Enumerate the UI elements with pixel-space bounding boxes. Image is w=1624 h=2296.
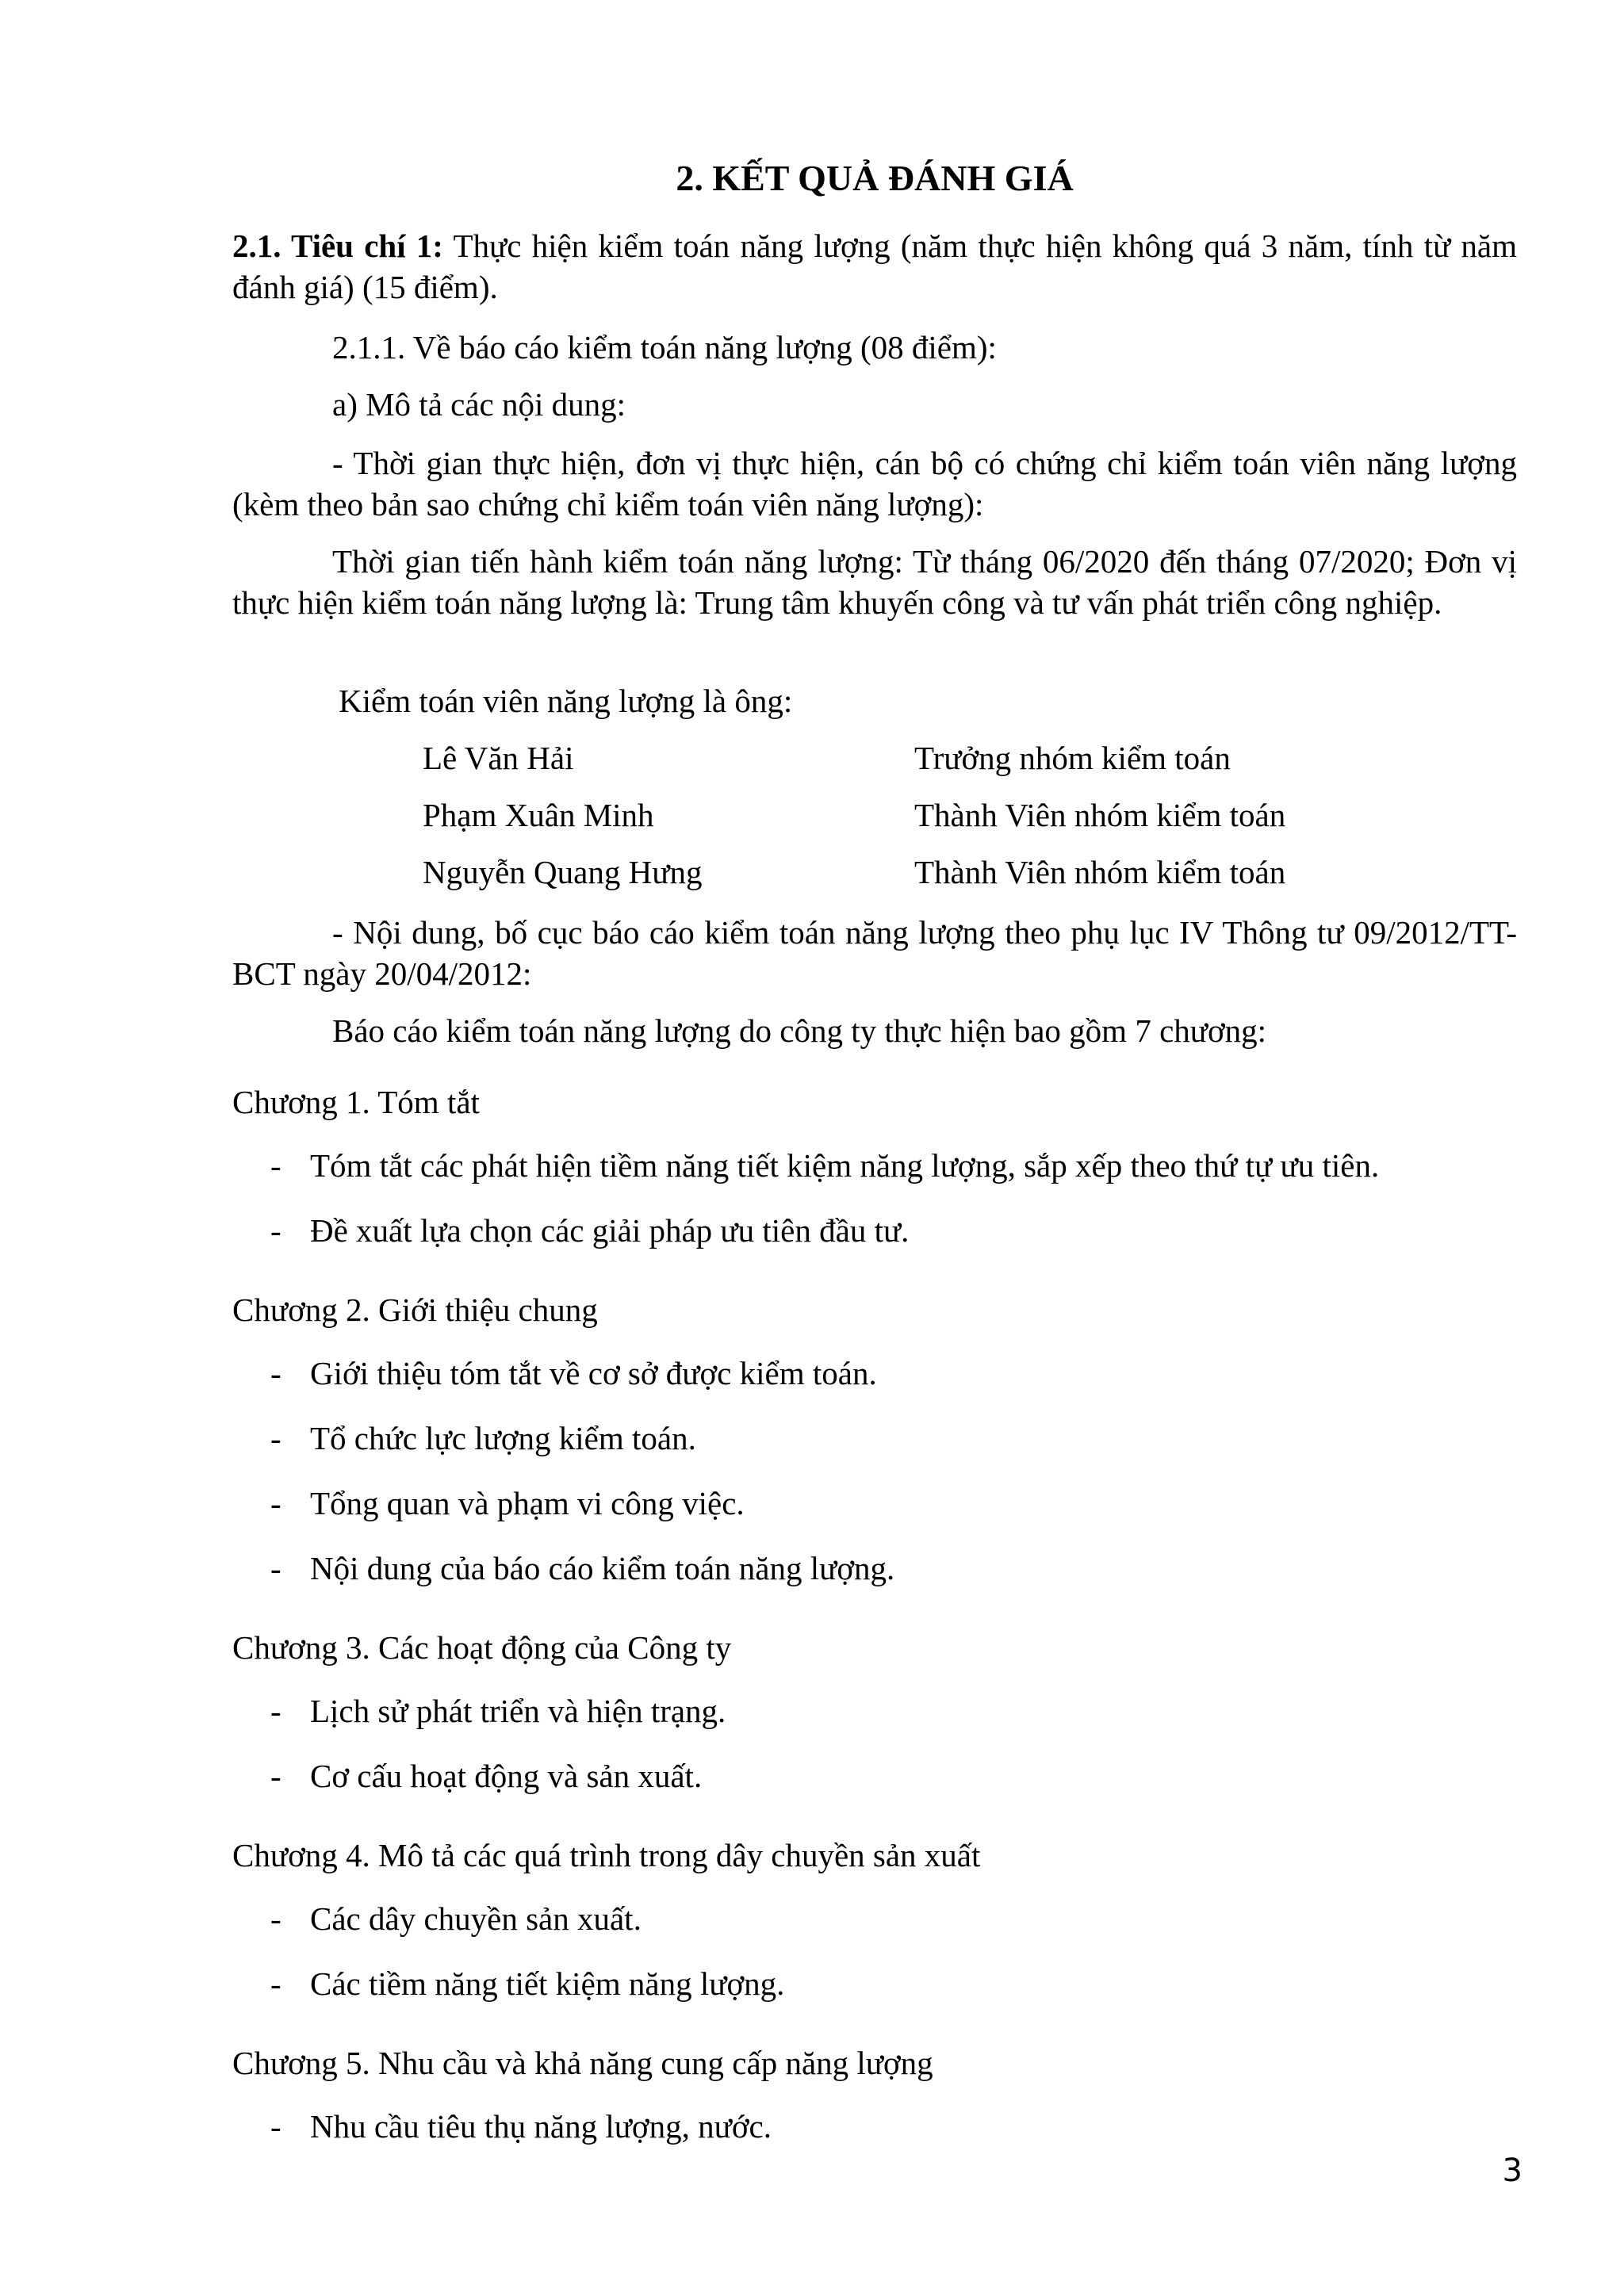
describe-heading: a) Mô tả các nội dung: xyxy=(332,386,626,423)
bullet-mark: - xyxy=(270,1758,282,1794)
list-item xyxy=(232,1963,1517,2004)
bullet-mark: - xyxy=(270,1900,282,1937)
document-page xyxy=(232,0,1517,2296)
criteria-paragraph xyxy=(232,225,1517,308)
list-item-text: Tổng quan và phạm vi công việc. xyxy=(310,1485,745,1521)
list-item xyxy=(232,1548,1517,1589)
item-time-paragraph: - Thời gian thực hiện, đơn vị thực hiện, cán bộ có chứng chỉ kiểm toán viên năng lượng (kèm theo bản sao chứng chỉ kiểm toán viên năng lượng): xyxy=(232,445,1517,522)
page-title: 2. KẾT QUẢ ĐÁNH GIÁ xyxy=(676,158,1074,198)
list-item-text: Nhu cầu tiêu thụ năng lượng, nước. xyxy=(310,2108,772,2145)
chapter-title: Chương 1. Tóm tắt xyxy=(232,1084,480,1120)
bullet-mark: - xyxy=(270,1485,282,1521)
bullet-mark: - xyxy=(270,2108,282,2145)
list-item-text: Nội dung của báo cáo kiểm toán năng lượng. xyxy=(310,1550,895,1586)
page-number: 3 xyxy=(1502,2152,1522,2189)
chapter-title: Chương 2. Giới thiệu chung xyxy=(232,1292,598,1328)
list-item xyxy=(232,1690,1517,1732)
list-item-text: Tổ chức lực lượng kiểm toán. xyxy=(310,1420,696,1456)
list-item xyxy=(232,2106,1517,2147)
auditor-role: Thành Viên nhóm kiểm toán xyxy=(914,797,1286,833)
list-item xyxy=(232,1418,1517,1459)
criteria-text: Thực hiện kiểm toán năng lượng (năm thực hiện không quá 3 năm, tính từ năm đánh giá) (15 điểm). xyxy=(232,228,1517,305)
chapter-title: Chương 4. Mô tả các quá trình trong dây chuyền sản xuất xyxy=(232,1837,981,1873)
auditor-row xyxy=(232,794,1517,836)
list-item xyxy=(232,1755,1517,1797)
report-intro: Báo cáo kiểm toán năng lượng do công ty thực hiện bao gồm 7 chương: xyxy=(332,1012,1267,1049)
list-item xyxy=(232,1483,1517,1524)
list-item xyxy=(232,1210,1517,1251)
auditor-name: Lê Văn Hải xyxy=(423,740,574,776)
bullet-mark: - xyxy=(270,1212,282,1249)
list-item-text: Các tiềm năng tiết kiệm năng lượng. xyxy=(310,1965,785,2002)
auditor-name: Phạm Xuân Minh xyxy=(423,797,654,833)
auditor-intro: Kiểm toán viên năng lượng là ông: xyxy=(339,683,793,719)
bullet-mark: - xyxy=(270,1355,282,1391)
auditor-role: Trưởng nhóm kiểm toán xyxy=(914,740,1231,776)
item-content-paragraph: - Nội dung, bố cục báo cáo kiểm toán năng lượng theo phụ lục IV Thông tư 09/2012/TT-BCT ngày 20/04/2012: xyxy=(232,914,1517,992)
bullet-mark: - xyxy=(270,1147,282,1184)
bullet-mark: - xyxy=(270,1550,282,1586)
time-paragraph: Thời gian tiến hành kiểm toán năng lượng: Từ tháng 06/2020 đến tháng 07/2020; Đơn vị thực hiện kiểm toán năng lượng là: Trung tâm khuyến công và tư vấn phát triển công nghiệp. xyxy=(232,543,1517,621)
criteria-label: 2.1. Tiêu chí 1: xyxy=(232,228,443,264)
list-item-text: Lịch sử phát triển và hiện trạng. xyxy=(310,1693,726,1729)
auditor-name: Nguyễn Quang Hưng xyxy=(423,854,703,890)
auditor-row xyxy=(232,851,1517,893)
list-item xyxy=(232,1145,1517,1186)
list-item-text: Cơ cấu hoạt động và sản xuất. xyxy=(310,1758,703,1794)
chapter-title: Chương 5. Nhu cầu và khả năng cung cấp năng lượng xyxy=(232,2045,933,2081)
bullet-mark: - xyxy=(270,1420,282,1456)
list-item-text: Giới thiệu tóm tắt về cơ sở được kiểm toán. xyxy=(310,1355,877,1391)
list-item-text: Các dây chuyền sản xuất. xyxy=(310,1900,642,1937)
auditor-role: Thành Viên nhóm kiểm toán xyxy=(914,854,1286,890)
auditor-row xyxy=(232,737,1517,779)
bullet-mark: - xyxy=(270,1965,282,2002)
list-item xyxy=(232,1898,1517,1939)
list-item xyxy=(232,1353,1517,1394)
list-item-text: Đề xuất lựa chọn các giải pháp ưu tiên đầu tư. xyxy=(310,1212,910,1249)
bullet-mark: - xyxy=(270,1693,282,1729)
subsection-heading: 2.1.1. Về báo cáo kiểm toán năng lượng (08 điểm): xyxy=(332,329,997,365)
list-item-text: Tóm tắt các phát hiện tiềm năng tiết kiệm năng lượng, sắp xếp theo thứ tự ưu tiên. xyxy=(310,1147,1380,1184)
chapter-title: Chương 3. Các hoạt động của Công ty xyxy=(232,1629,732,1666)
